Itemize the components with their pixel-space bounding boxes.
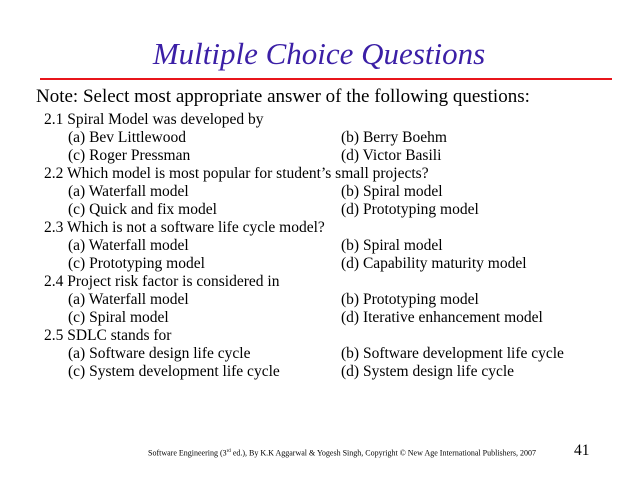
answer-option: (b) Berry Boehm: [341, 129, 447, 146]
option-row: [44, 129, 624, 147]
question-text: 2.5 SDLC stands for: [44, 327, 172, 344]
answer-option: (c) Quick and fix model: [68, 201, 217, 218]
footer-copyright: [148, 447, 536, 459]
footer-superscript: rd: [226, 449, 231, 454]
answer-option: (d) Victor Basili: [341, 147, 442, 164]
answer-option: (d) Prototyping model: [341, 201, 479, 218]
answer-option: (a) Bev Littlewood: [68, 129, 186, 146]
question-text: 2.4 Project risk factor is considered in: [44, 273, 280, 290]
answer-option: (d) System design life cycle: [341, 363, 515, 380]
answer-option: (a) Waterfall model: [68, 183, 189, 200]
page-number: 41: [574, 442, 590, 459]
answer-option: (d) Iterative enhancement model: [341, 309, 543, 326]
question-text: 2.1 Spiral Model was developed by: [44, 111, 264, 128]
option-row: [44, 345, 624, 363]
answer-option: (b) Prototyping model: [341, 291, 479, 308]
footer-text-2: ed.), By K.K Aggarwal & Yogesh Singh, Copyright © New Age International Publishers, 2007: [230, 448, 536, 458]
answer-option: (c) Roger Pressman: [68, 147, 191, 164]
answer-option: (c) Spiral model: [68, 309, 169, 326]
option-row: [44, 201, 624, 219]
slide-title: Multiple Choice Questions: [152, 36, 486, 71]
answer-option: (b) Spiral model: [341, 237, 443, 254]
answer-option: (b) Software development life cycle: [341, 345, 564, 362]
option-row: [44, 255, 624, 273]
option-row: [44, 309, 624, 327]
answer-option: (a) Software design life cycle: [68, 345, 251, 362]
instruction-note: Note: Select most appropriate answer of the following questions:: [36, 86, 530, 107]
answer-option: (b) Spiral model: [341, 183, 443, 200]
answer-option: (a) Waterfall model: [68, 237, 189, 254]
answer-option: (c) Prototyping model: [68, 255, 205, 272]
option-row: [44, 147, 624, 165]
title-divider: [40, 78, 612, 80]
answer-option: (c) System development life cycle: [68, 363, 280, 380]
answer-option: (d) Capability maturity model: [341, 255, 527, 272]
question-text: 2.3 Which is not a software life cycle model?: [44, 219, 325, 236]
option-row: [44, 237, 624, 255]
question-list: [44, 111, 624, 381]
footer-text-1: Software Engineering (3: [148, 448, 227, 458]
option-row: [44, 363, 624, 381]
option-row: [44, 291, 624, 309]
answer-option: (a) Waterfall model: [68, 291, 189, 308]
option-row: [44, 183, 624, 201]
question-text: 2.2 Which model is most popular for student’s small projects?: [44, 165, 429, 182]
